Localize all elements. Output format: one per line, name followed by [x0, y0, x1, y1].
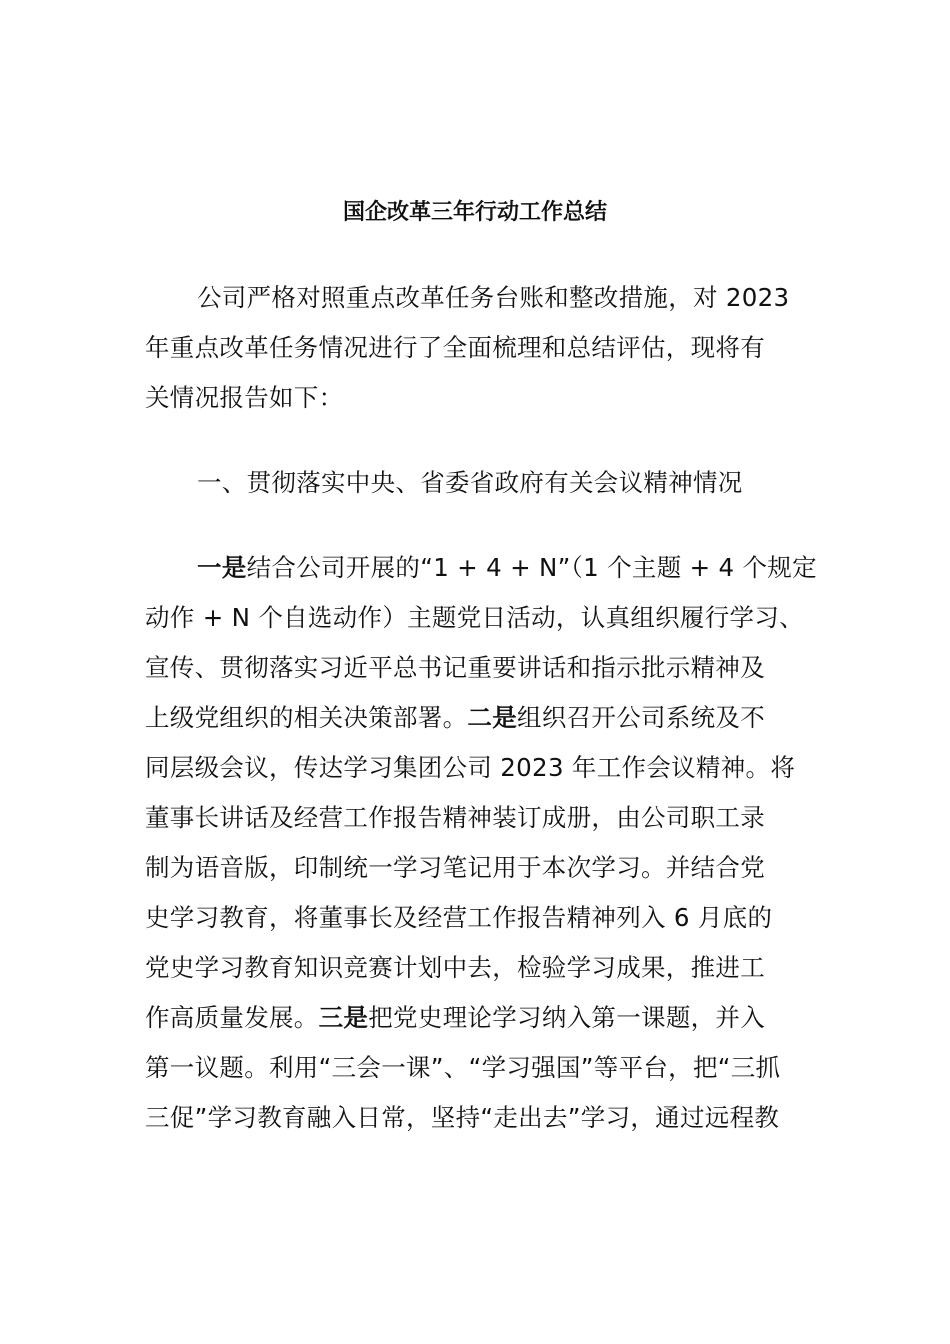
text-segment: 党史学习教育知识竞赛计划中去，检验学习成果，推进工 — [145, 953, 765, 982]
text-segment: 宣传、贯彻落实习近平总书记重要讲话和指示批示精神及 — [145, 653, 765, 682]
text-segment: 把党史理论学习纳入第一课题，并入 — [368, 1003, 766, 1032]
text-line — [145, 743, 825, 793]
text-line — [145, 543, 825, 593]
text-line — [145, 1043, 825, 1093]
text-line — [145, 893, 825, 943]
text-segment: 三促”学习教育融入日常，坚持“走出去”学习，通过远程教 — [145, 1103, 780, 1132]
text-line — [145, 273, 825, 323]
text-segment: 史学习教育，将董事长及经营工作报告精神列入 6 月底的 — [145, 903, 773, 932]
text-line — [145, 643, 825, 693]
text-segment: 动作 + N 个自选动作）主题党日活动，认真组织履行学习、 — [145, 603, 804, 632]
text-line — [145, 593, 825, 643]
text-segment: 公司严格对照重点改革任务台账和整改措施，对 2023 — [197, 283, 790, 312]
text-segment: 董事长讲话及经营工作报告精神装订成册，由公司职工录 — [145, 803, 765, 832]
text-line — [145, 793, 825, 843]
text-line — [145, 943, 825, 993]
text-line — [145, 373, 825, 423]
text-line — [145, 993, 825, 1043]
text-segment: 结合公司开展的“1 + 4 + N”（1 个主题 + 4 个规定 — [246, 553, 817, 582]
text-segment: 第一议题。利用“三会一课”、“学习强国”等平台，把“三抓 — [145, 1053, 781, 1082]
section-heading — [145, 458, 825, 508]
text-segment: 制为语音版，印制统一学习笔记用于本次学习。并结合党 — [145, 853, 765, 882]
text-line — [145, 458, 825, 508]
text-segment: 组织召开公司系统及不 — [517, 703, 766, 732]
body-paragraph — [145, 543, 825, 1143]
text-segment: 一、贯彻落实中央、省委省政府有关会议精神情况 — [197, 468, 743, 497]
text-segment: 年重点改革任务情况进行了全面梳理和总结评估，现将有 — [145, 333, 765, 362]
text-line — [145, 843, 825, 893]
text-line — [145, 1093, 825, 1143]
text-line — [145, 693, 825, 743]
document-title: 国企改革三年行动工作总结 — [342, 200, 607, 225]
text-segment: 同层级会议，传达学习集团公司 2023 年工作会议精神。将 — [145, 753, 796, 782]
text-segment: 作高质量发展。 — [145, 1003, 319, 1032]
bold-lead-text: 一是 — [197, 553, 247, 582]
text-line — [145, 323, 825, 373]
text-segment: 关情况报告如下： — [145, 383, 344, 412]
bold-lead-text: 三是 — [318, 1003, 369, 1032]
intro-paragraph — [145, 273, 825, 423]
bold-lead-text: 二是 — [467, 703, 518, 732]
text-segment: 上级党组织的相关决策部署。 — [145, 703, 468, 732]
